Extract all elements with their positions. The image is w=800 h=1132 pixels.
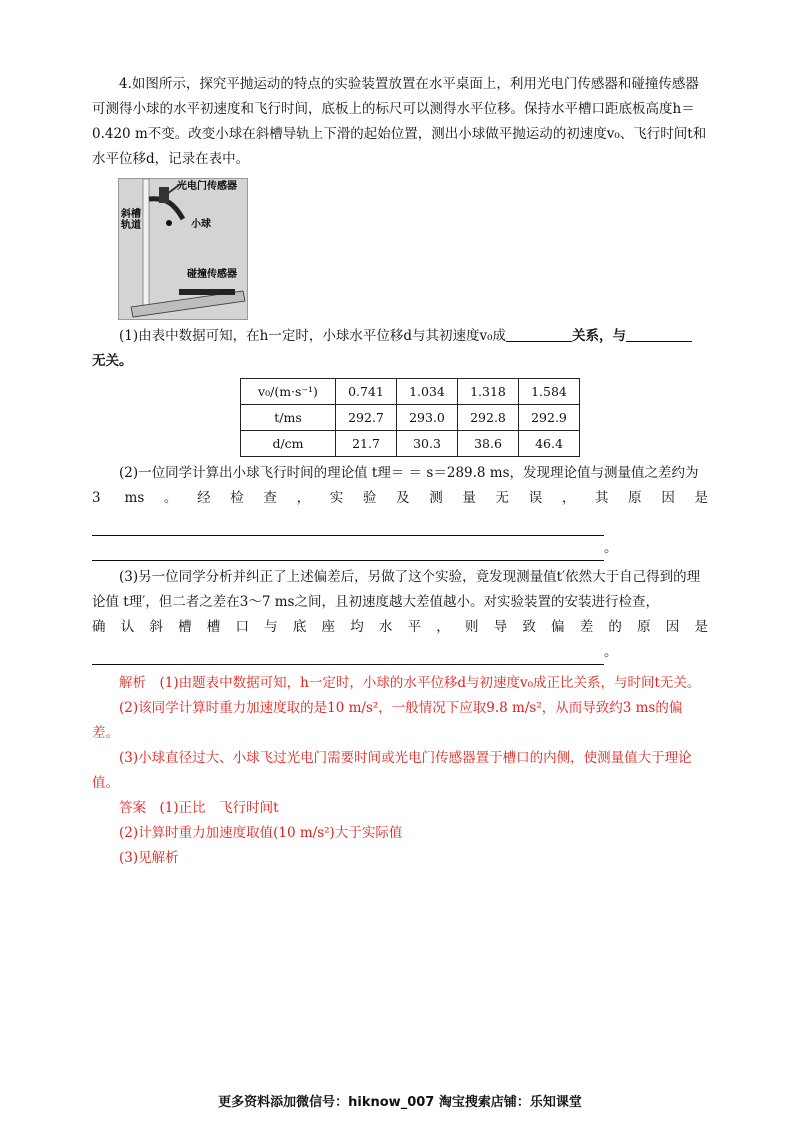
table-cell: d/cm: [241, 431, 336, 457]
q2-answer-line-2[interactable]: [92, 536, 604, 561]
apparatus-figure: [118, 178, 248, 320]
table-cell: 30.3: [397, 431, 458, 457]
table-row: [241, 431, 580, 457]
table-cell: 1.318: [458, 379, 519, 405]
q3-line-2: 确认斜槽槽口与底座均水平，则导致偏差的原因是: [92, 619, 708, 635]
figure-label-photogate: 光电门传感器: [177, 181, 237, 192]
q1-text-b: 关系，与: [572, 328, 626, 344]
q2-line-2: 3 ms。经检查，实验及测量无误，其原因是: [92, 490, 708, 506]
q2-answer-line-2-wrap: [92, 536, 708, 561]
table-cell: t/ms: [241, 405, 336, 431]
table-cell: 46.4: [519, 431, 580, 457]
table-row: [241, 405, 580, 431]
question-3: (3)另一位同学分析并纠正了上述偏差后，另做了这个实验，竟发现测量值t′依然大于自己得到的理论值 t理′，但二者之差在3～7 ms之间，且初速度越大差值越小。对实验装置的安装进行检查，: [92, 569, 701, 610]
solution-3: (3)小球直径过大、小球飞过光电门需要时间或光电门传感器置于槽口的内侧，使测量值大于理论值。: [92, 750, 692, 791]
table-cell: 21.7: [336, 431, 397, 457]
q2-end: 。: [604, 540, 618, 556]
table-cell: 0.741: [336, 379, 397, 405]
answer-3: (3)见解析: [119, 850, 179, 866]
q2-answer-line-1[interactable]: [92, 511, 604, 536]
table-row: [241, 379, 580, 405]
document-page: [92, 72, 708, 871]
solution-label: 解析: [119, 675, 146, 691]
answer-1: [92, 796, 708, 821]
table-cell: 292.8: [458, 405, 519, 431]
q3-end: 。: [604, 644, 618, 660]
answer-1-text: (1)正比 飞行时间t: [159, 800, 279, 816]
solution-section: [92, 671, 708, 871]
question-1: [92, 324, 708, 349]
table-cell: v₀/(m·s⁻¹): [241, 379, 336, 405]
data-table: [240, 378, 580, 457]
q3-answer-line[interactable]: [92, 640, 604, 665]
table-cell: 1.584: [519, 379, 580, 405]
figure-label-collision: 碰撞传感器: [187, 269, 237, 280]
solution-2: (2)该同学计算时重力加速度取的是10 m/s²，一般情况下应取9.8 m/s²，从而导致约3 ms的偏差。: [92, 700, 683, 741]
q1-text-c: 无关。: [92, 353, 133, 369]
q1-blank-2[interactable]: [626, 327, 692, 342]
table-cell: 292.9: [519, 405, 580, 431]
solution-1: [92, 671, 708, 696]
q1-text-c-line: [92, 349, 708, 374]
table-cell: 292.7: [336, 405, 397, 431]
question-2: (2)一位同学计算出小球飞行时间的理论值 t理＝ ＝ s＝289.8 ms，发现理论值与测量值之差约为: [119, 465, 699, 481]
table-cell: 1.034: [397, 379, 458, 405]
apparatus-drawing: [119, 179, 247, 319]
solution-1-text: (1)由题表中数据可知，h一定时，小球的水平位移d与初速度v₀成正比关系，与时间t无关。: [159, 675, 701, 691]
answer-2: (2)计算时重力加速度取值(10 m/s²)大于实际值: [119, 825, 403, 841]
answer-label: 答案: [119, 800, 146, 816]
page-footer: 更多资料添加微信号：hiknow_007 淘宝搜索店铺：乐知课堂: [218, 1095, 582, 1110]
q1-blank-1[interactable]: [506, 327, 572, 342]
figure-label-chute: 斜槽 轨道: [121, 209, 141, 231]
q1-text-a: (1)由表中数据可知，在h一定时，小球水平位移d与其初速度v₀成: [119, 328, 506, 344]
q3-answer-line-wrap: [92, 640, 708, 665]
table-cell: 293.0: [397, 405, 458, 431]
problem-intro: 4.如图所示，探究平抛运动的特点的实验装置放置在水平桌面上，利用光电门传感器和碰撞传感器可测得小球的水平初速度和飞行时间，底板上的标尺可以测得水平位移。保持水平槽口距底板高度h＝0.420 m不变。改变小球在斜槽导轨上下滑的起始位置，测出小球做平抛运动的初速度v₀、飞行时间t和水平位移d，记录在表中。: [92, 76, 707, 167]
figure-label-ball: 小球: [191, 219, 211, 230]
table-cell: 38.6: [458, 431, 519, 457]
